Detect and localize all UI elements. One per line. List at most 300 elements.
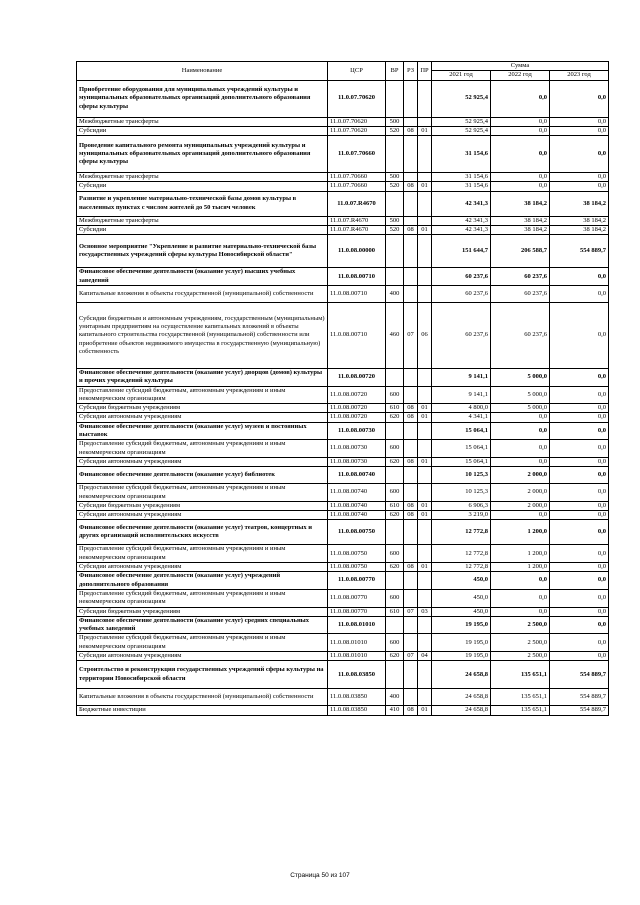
header-2023: 2023 год [550,71,609,80]
row-pr: 01 [418,563,432,572]
row-name: Субсидии бюджетным учреждениям [77,607,328,616]
row-sum-2021: 9 141,1 [432,386,491,404]
row-sum-2021: 450,0 [432,607,491,616]
row-name: Межбюджетные трансферты [77,216,328,225]
page-number: Страница 50 из 107 [290,872,350,879]
row-sum-2023: 0,0 [550,386,609,404]
table-row [77,651,609,660]
row-rz [404,386,418,404]
row-csr: 11.0.08.00750 [328,520,386,545]
table-row [77,136,609,173]
row-sum-2022: 0,0 [491,589,550,607]
row-sum-2021: 10 125,3 [432,484,491,502]
row-vr [386,661,404,689]
row-sum-2022: 5 000,0 [491,386,550,404]
row-rz [404,136,418,173]
budget-table [76,61,609,716]
table-row [77,285,609,302]
row-sum-2023: 0,0 [550,422,609,440]
row-vr: 600 [386,484,404,502]
row-rz: 08 [404,511,418,520]
row-name: Финансовое обеспечение деятельности (оказание услуг) театров, концертных и других организаций исполнительских искусств [77,520,328,545]
row-name: Основное мероприятие "Укрепление и развитие материально-технической базы государственных учреждений сферы культуры Новосибирской области" [77,235,328,268]
row-sum-2022: 2 500,0 [491,634,550,652]
row-csr: 11.0.08.00750 [328,563,386,572]
row-sum-2021: 24 658,8 [432,689,491,706]
row-sum-2023: 0,0 [550,607,609,616]
row-pr [418,484,432,502]
row-csr: 11.0.07.R4670 [328,191,386,216]
row-sum-2022: 1 200,0 [491,520,550,545]
table-row [77,501,609,510]
table-row [77,511,609,520]
row-pr [418,634,432,652]
row-sum-2021: 42 341,3 [432,191,491,216]
row-pr [418,268,432,286]
header-row [77,62,609,71]
row-pr [418,80,432,117]
row-sum-2023: 554 889,7 [550,235,609,268]
row-rz: 08 [404,501,418,510]
row-sum-2022: 1 200,0 [491,563,550,572]
row-vr: 610 [386,501,404,510]
row-sum-2022: 0,0 [491,440,550,458]
row-csr: 11.0.08.01010 [328,651,386,660]
row-pr: 06 [418,302,432,368]
row-sum-2023: 0,0 [550,80,609,117]
row-rz: 08 [404,126,418,135]
row-rz [404,616,418,634]
row-rz: 08 [404,706,418,715]
row-sum-2022: 0,0 [491,457,550,466]
row-name: Субсидии [77,126,328,135]
row-csr: 11.0.07.70660 [328,173,386,182]
row-vr [386,616,404,634]
row-rz [404,80,418,117]
row-name: Субсидии [77,182,328,191]
header-2021: 2021 год [432,71,491,80]
table-row [77,520,609,545]
header-pr: ПР [418,62,432,81]
table-row [77,616,609,634]
row-name: Предоставление субсидий бюджетным, автономным учреждениям и иным некоммерческим организациям [77,386,328,404]
row-sum-2022: 0,0 [491,182,550,191]
row-csr: 11.0.08.00740 [328,484,386,502]
row-vr [386,191,404,216]
row-rz [404,216,418,225]
row-csr: 11.0.08.00720 [328,404,386,413]
row-sum-2022: 38 184,2 [491,216,550,225]
row-sum-2021: 6 906,3 [432,501,491,510]
row-rz [404,440,418,458]
row-sum-2022: 60 237,6 [491,302,550,368]
row-pr [418,117,432,126]
row-vr [386,467,404,484]
row-sum-2023: 0,0 [550,457,609,466]
row-rz [404,191,418,216]
row-sum-2021: 31 154,6 [432,182,491,191]
row-sum-2021: 24 658,8 [432,706,491,715]
row-csr: 11.0.08.00770 [328,572,386,590]
row-vr: 600 [386,545,404,563]
table-row [77,302,609,368]
row-rz: 08 [404,563,418,572]
row-sum-2022: 135 651,1 [491,706,550,715]
row-csr: 11.0.08.00720 [328,368,386,386]
row-sum-2022: 5 000,0 [491,368,550,386]
row-rz [404,689,418,706]
row-name: Субсидии автономным учреждениям [77,413,328,422]
table-row [77,589,609,607]
row-vr: 500 [386,173,404,182]
row-sum-2022: 2 500,0 [491,616,550,634]
row-rz [404,268,418,286]
row-csr: 11.0.07.70660 [328,182,386,191]
row-sum-2021: 60 237,6 [432,302,491,368]
row-sum-2023: 0,0 [550,413,609,422]
row-pr [418,216,432,225]
row-rz: 08 [404,457,418,466]
row-sum-2021: 52 925,4 [432,126,491,135]
row-rz [404,661,418,689]
row-sum-2021: 52 925,4 [432,117,491,126]
row-sum-2021: 12 772,8 [432,520,491,545]
row-vr: 620 [386,457,404,466]
header-rz: РЗ [404,62,418,81]
row-sum-2023: 0,0 [550,545,609,563]
row-rz [404,235,418,268]
row-sum-2021: 9 141,1 [432,368,491,386]
row-vr: 600 [386,440,404,458]
row-csr: 11.0.08.00740 [328,511,386,520]
row-vr: 600 [386,386,404,404]
row-pr [418,616,432,634]
row-rz [404,117,418,126]
row-pr [418,136,432,173]
row-sum-2021: 19 195,0 [432,651,491,660]
row-sum-2023: 38 184,2 [550,191,609,216]
row-sum-2021: 450,0 [432,572,491,590]
row-rz [404,545,418,563]
row-name: Предоставление субсидий бюджетным, автономным учреждениям и иным некоммерческим организациям [77,484,328,502]
row-csr: 11.0.08.00000 [328,235,386,268]
row-sum-2023: 0,0 [550,268,609,286]
row-pr: 01 [418,404,432,413]
row-name: Строительство и реконструкция государственных учреждений сферы культуры на территории Новосибирской области [77,661,328,689]
row-csr: 11.0.08.00720 [328,386,386,404]
row-sum-2023: 0,0 [550,501,609,510]
row-vr: 600 [386,589,404,607]
table-row [77,126,609,135]
row-pr [418,572,432,590]
row-sum-2023: 0,0 [550,126,609,135]
row-rz [404,589,418,607]
row-sum-2021: 450,0 [432,589,491,607]
row-pr [418,285,432,302]
row-sum-2021: 19 195,0 [432,616,491,634]
row-sum-2023: 0,0 [550,173,609,182]
row-pr: 01 [418,511,432,520]
header-sum: Сумма [432,62,609,71]
row-sum-2021: 15 064,1 [432,457,491,466]
row-vr: 520 [386,182,404,191]
row-vr: 500 [386,117,404,126]
row-sum-2023: 0,0 [550,484,609,502]
row-pr [418,545,432,563]
row-pr [418,173,432,182]
row-vr [386,235,404,268]
row-sum-2022: 135 651,1 [491,689,550,706]
row-sum-2023: 0,0 [550,520,609,545]
row-vr: 520 [386,126,404,135]
row-vr [386,422,404,440]
row-pr: 03 [418,607,432,616]
row-vr: 400 [386,689,404,706]
row-sum-2021: 31 154,6 [432,136,491,173]
row-sum-2021: 4 800,0 [432,404,491,413]
table-row [77,191,609,216]
row-sum-2021: 42 341,3 [432,226,491,235]
row-name: Предоставление субсидий бюджетным, автономным учреждениям и иным некоммерческим организациям [77,440,328,458]
table-row [77,80,609,117]
row-vr: 610 [386,607,404,616]
row-name: Финансовое обеспечение деятельности (оказание услуг) музеев и постоянных выставок [77,422,328,440]
table-row [77,689,609,706]
row-rz [404,368,418,386]
table-row [77,117,609,126]
table-row [77,457,609,466]
row-sum-2023: 0,0 [550,285,609,302]
row-sum-2022: 0,0 [491,413,550,422]
row-sum-2022: 2 000,0 [491,467,550,484]
row-pr: 01 [418,226,432,235]
row-name: Проведение капитального ремонта муниципальных учреждений культуры и муниципальных образовательных организаций дополнительного образования сферы культуры [77,136,328,173]
row-vr [386,520,404,545]
row-sum-2022: 0,0 [491,572,550,590]
table-row [77,545,609,563]
header-csr: ЦСР [328,62,386,81]
table-row [77,607,609,616]
row-csr: 11.0.08.00710 [328,268,386,286]
row-name: Субсидии автономным учреждениям [77,651,328,660]
table-row [77,216,609,225]
table-row [77,563,609,572]
row-vr: 600 [386,634,404,652]
row-pr: 01 [418,706,432,715]
row-sum-2023: 0,0 [550,404,609,413]
table-row [77,182,609,191]
row-sum-2023: 554 889,7 [550,706,609,715]
row-pr: 04 [418,651,432,660]
row-csr: 11.0.07.70660 [328,136,386,173]
row-name: Финансовое обеспечение деятельности (оказание услуг) библиотек [77,467,328,484]
table-row [77,572,609,590]
row-pr [418,386,432,404]
row-sum-2022: 0,0 [491,173,550,182]
row-csr: 11.0.08.00770 [328,607,386,616]
row-csr: 11.0.07.70620 [328,80,386,117]
row-rz [404,422,418,440]
row-sum-2022: 0,0 [491,80,550,117]
row-sum-2023: 554 889,7 [550,661,609,689]
row-rz: 08 [404,413,418,422]
header-2022: 2022 год [491,71,550,80]
row-rz [404,634,418,652]
row-name: Финансовое обеспечение деятельности (оказание услуг) средних специальных учебных заведений [77,616,328,634]
row-pr [418,440,432,458]
row-name: Предоставление субсидий бюджетным, автономным учреждениям и иным некоммерческим организациям [77,589,328,607]
row-csr: 11.0.07.R4670 [328,226,386,235]
row-csr: 11.0.07.R4670 [328,216,386,225]
row-csr: 11.0.08.00730 [328,457,386,466]
row-pr: 01 [418,413,432,422]
row-sum-2023: 0,0 [550,182,609,191]
row-vr: 520 [386,226,404,235]
row-sum-2022: 5 000,0 [491,404,550,413]
row-name: Капитальные вложения в объекты государственной (муниципальной) собственности [77,285,328,302]
row-csr: 11.0.08.01010 [328,616,386,634]
table-row [77,440,609,458]
row-sum-2023: 0,0 [550,302,609,368]
row-sum-2023: 0,0 [550,634,609,652]
row-vr [386,80,404,117]
row-sum-2022: 1 200,0 [491,545,550,563]
row-sum-2021: 12 772,8 [432,563,491,572]
row-pr [418,467,432,484]
row-vr: 610 [386,404,404,413]
row-sum-2023: 0,0 [550,368,609,386]
table-row [77,386,609,404]
row-pr: 01 [418,182,432,191]
row-vr: 620 [386,413,404,422]
row-vr: 620 [386,511,404,520]
row-rz [404,285,418,302]
row-sum-2022: 2 000,0 [491,484,550,502]
row-sum-2023: 0,0 [550,616,609,634]
row-csr: 11.0.08.00740 [328,501,386,510]
row-csr: 11.0.08.03850 [328,689,386,706]
row-name: Финансовое обеспечение деятельности (оказание услуг) учреждений дополнительного образования [77,572,328,590]
table-row [77,706,609,715]
row-sum-2023: 0,0 [550,589,609,607]
row-rz: 07 [404,651,418,660]
table-row [77,368,609,386]
row-rz: 08 [404,226,418,235]
row-sum-2021: 60 237,6 [432,268,491,286]
row-csr: 11.0.08.00730 [328,422,386,440]
row-vr: 400 [386,285,404,302]
row-pr: 01 [418,501,432,510]
row-sum-2021: 3 219,0 [432,511,491,520]
row-pr [418,368,432,386]
row-sum-2022: 38 184,2 [491,191,550,216]
row-sum-2021: 19 195,0 [432,634,491,652]
row-rz: 08 [404,404,418,413]
row-csr: 11.0.08.03850 [328,706,386,715]
row-name: Бюджетные инвестиции [77,706,328,715]
row-sum-2022: 0,0 [491,422,550,440]
row-sum-2023: 0,0 [550,651,609,660]
row-csr: 11.0.08.00720 [328,413,386,422]
row-csr: 11.0.08.00710 [328,302,386,368]
row-sum-2023: 38 184,2 [550,226,609,235]
row-pr [418,520,432,545]
row-pr: 01 [418,457,432,466]
row-sum-2021: 24 658,8 [432,661,491,689]
row-pr [418,235,432,268]
table-row [77,413,609,422]
row-csr: 11.0.08.00730 [328,440,386,458]
row-sum-2022: 0,0 [491,511,550,520]
row-rz [404,520,418,545]
row-name: Капитальные вложения в объекты государственной (муниципальной) собственности [77,689,328,706]
row-name: Субсидии [77,226,328,235]
row-vr [386,268,404,286]
row-vr [386,572,404,590]
row-vr: 500 [386,216,404,225]
row-sum-2023: 554 889,7 [550,689,609,706]
row-sum-2021: 31 154,6 [432,173,491,182]
row-name: Финансовое обеспечение деятельности (оказание услуг) дворцов (домов) культуры и прочих учреждений культуры [77,368,328,386]
row-name: Субсидии бюджетным учреждениям [77,501,328,510]
row-pr [418,422,432,440]
row-vr: 620 [386,563,404,572]
row-pr [418,191,432,216]
row-name: Субсидии автономным учреждениям [77,563,328,572]
table-row [77,404,609,413]
row-name: Субсидии автономным учреждениям [77,457,328,466]
row-name: Субсидии бюджетным учреждениям [77,404,328,413]
row-csr: 11.0.08.00750 [328,545,386,563]
row-sum-2021: 151 644,7 [432,235,491,268]
row-rz: 08 [404,182,418,191]
row-name: Развитие и укрепление материально-технической базы домов культуры в населенных пунктах с числом жителей до 50 тысяч человек [77,191,328,216]
row-rz [404,484,418,502]
table-row [77,268,609,286]
table-row [77,661,609,689]
row-rz [404,173,418,182]
table-row [77,173,609,182]
table-row [77,484,609,502]
row-rz: 07 [404,302,418,368]
row-sum-2021: 12 772,8 [432,545,491,563]
row-sum-2023: 0,0 [550,511,609,520]
row-name: Межбюджетные трансферты [77,117,328,126]
row-sum-2022: 60 237,6 [491,285,550,302]
table-body [77,62,609,716]
row-sum-2021: 10 125,3 [432,467,491,484]
header-vr: ВР [386,62,404,81]
row-vr: 410 [386,706,404,715]
row-sum-2022: 2 000,0 [491,501,550,510]
row-pr: 01 [418,126,432,135]
table-row [77,634,609,652]
row-sum-2022: 0,0 [491,607,550,616]
row-sum-2023: 0,0 [550,136,609,173]
row-sum-2022: 38 184,2 [491,226,550,235]
row-sum-2022: 0,0 [491,126,550,135]
row-sum-2021: 4 341,1 [432,413,491,422]
row-rz: 07 [404,607,418,616]
row-sum-2021: 52 925,4 [432,80,491,117]
table-row [77,422,609,440]
row-csr: 11.0.08.00770 [328,589,386,607]
row-pr [418,589,432,607]
table-row [77,467,609,484]
row-name: Субсидии автономным учреждениям [77,511,328,520]
row-csr: 11.0.08.00740 [328,467,386,484]
row-name: Финансовое обеспечение деятельности (оказание услуг) высших учебных заведений [77,268,328,286]
